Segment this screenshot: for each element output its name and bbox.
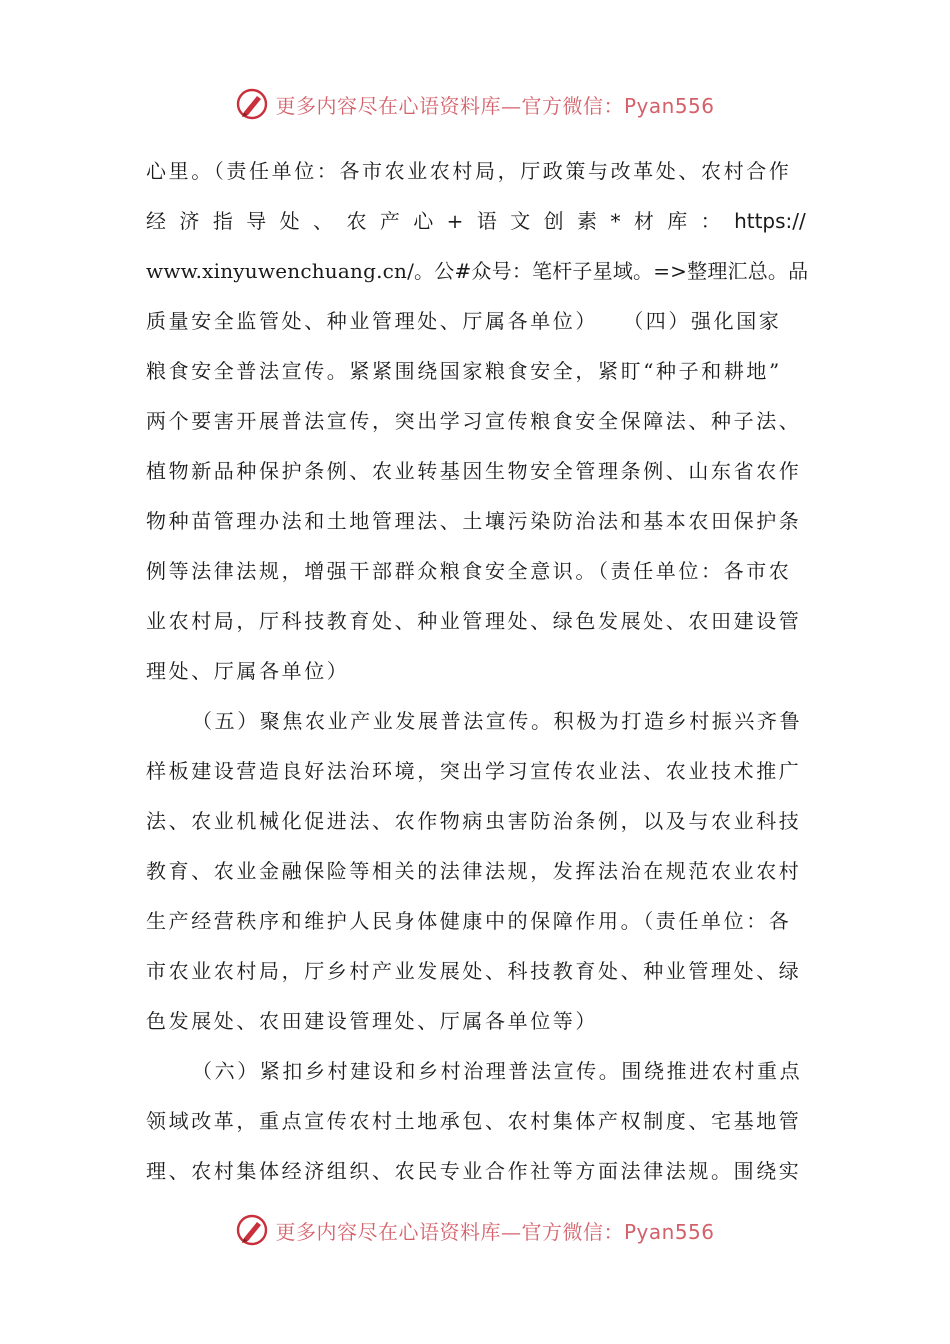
text-line: 市农业农村局，厅乡村产业发展处、科技教育处、种业管理处、绿 (146, 959, 802, 983)
text-line: 植物新品种保护条例、农业转基因生物安全管理条例、山东省农作 (146, 459, 802, 483)
text-line: 心里。（责任单位：各市农业农村局，厅政策与改革处、农村合作 (146, 159, 792, 183)
pen-logo-icon (235, 1213, 269, 1247)
text-line: 两个要害开展普法宣传，突出学习宣传粮食安全保障法、种子法、 (146, 409, 802, 433)
text-line: 理、农村集体经济组织、农民专业合作社等方面法律法规。围绕实 (146, 1159, 802, 1183)
text-line: 例等法律法规，增强干部群众粮食安全意识。（责任单位：各市农 (146, 559, 792, 583)
text-line: （六）紧扣乡村建设和乡村治理普法宣传。围绕推进农村重点 (192, 1059, 803, 1083)
watermark-text: 更多内容尽在心语资料库—官方微信： (275, 93, 624, 118)
watermark-handle: Pyan556 (623, 1219, 715, 1244)
text-line: （五）聚焦农业产业发展普法宣传。积极为打造乡村振兴齐鲁 (192, 709, 803, 733)
text-line: 教育、农业金融保险等相关的法律法规，发挥法治在规范农业农村 (146, 859, 802, 883)
text-line: 样板建设营造良好法治环境，突出学习宣传农业法、农业技术推广 (146, 759, 802, 783)
document-body (146, 146, 809, 1196)
text-line: 物种苗管理办法和土地管理法、土壤污染防治法和基本农田保护条 (146, 509, 802, 533)
text-line: 生产经营秩序和维护人民身体健康中的保障作用。（责任单位：各 (146, 909, 792, 933)
text-line: 理处、厅属各单位） (146, 659, 350, 683)
text-line: 色发展处、农田建设管理处、厅属各单位等） (146, 1009, 598, 1033)
watermark-footer (0, 1210, 950, 1250)
text-line-spread: 经 济 指 导 处 、 农 产 心 + 语 文 创 素 * 材 库 ： https:// (146, 209, 806, 233)
paragraph-six (146, 1046, 806, 1196)
text-line-url: www.xinyuwenchuang.cn/。公#众号：笔杆子星域。=>整理汇总。品 (146, 259, 809, 283)
text-line: 业农村局，厅科技教育处、种业管理处、绿色发展处、农田建设管 (146, 609, 802, 633)
text-line: 领域改革，重点宣传农村土地承包、农村集体产权制度、宅基地管 (146, 1109, 802, 1133)
watermark-header (0, 84, 950, 124)
text-line: 质量安全监管处、种业管理处、厅属各单位） （四）强化国家 (146, 309, 782, 333)
pen-logo-icon (235, 87, 269, 121)
paragraph-continuation (146, 146, 809, 696)
text-line: 粮食安全普法宣传。紧紧围绕国家粮食安全，紧盯“种子和耕地” (146, 359, 782, 383)
text-line: 法、农业机械化促进法、农作物病虫害防治条例，以及与农业科技 (146, 809, 802, 833)
watermark-handle: Pyan556 (623, 93, 715, 118)
paragraph-five (146, 696, 806, 1046)
watermark-text: 更多内容尽在心语资料库—官方微信： (275, 1219, 624, 1244)
